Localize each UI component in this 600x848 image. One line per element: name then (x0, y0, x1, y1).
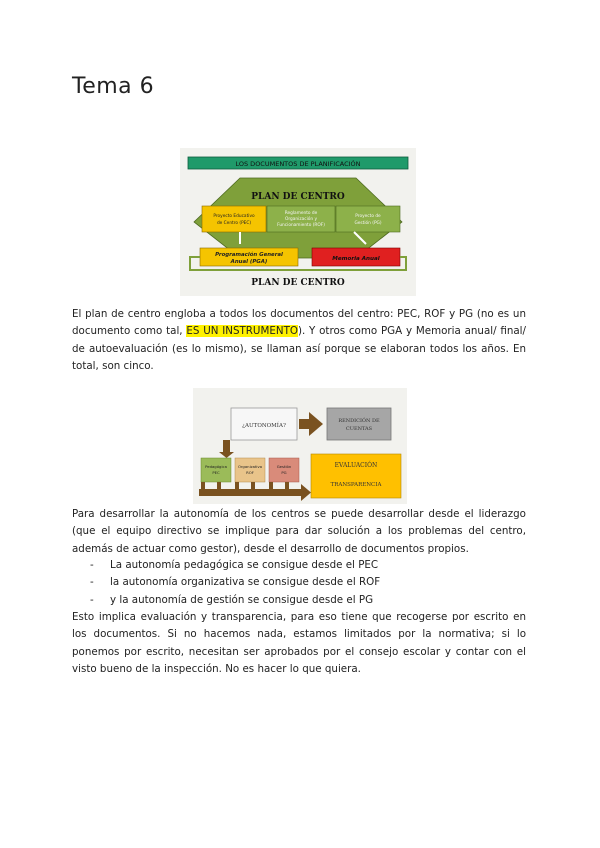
autonomy-bullet-list (72, 557, 526, 609)
arrow-down-icon (219, 452, 234, 458)
memoria-label: Memoria Anual (332, 256, 380, 262)
pg-box (336, 206, 400, 232)
svg-text:PEC: PEC (212, 470, 220, 475)
rendicion-box (327, 408, 391, 440)
svg-text:Organización y: Organización y (284, 217, 318, 222)
evaluacion-box (311, 454, 401, 498)
highlighted-phrase: ES UN INSTRUMENTO (186, 325, 298, 338)
svg-text:Proyecto Educativo: Proyecto Educativo (213, 214, 255, 219)
list-item: - la autonomía organizativa se consigue desde el ROF (90, 576, 381, 589)
autonomy-diagram (193, 388, 407, 504)
svg-text:Gestión: Gestión (276, 464, 292, 469)
svg-text:Anual (PGA): Anual (PGA) (230, 259, 268, 265)
planning-documents-diagram (180, 148, 416, 296)
autonomy-figure (193, 388, 407, 504)
paragraph-autonomia: Para desarrollar la autonomía de los centros se puede desarrollar desde el liderazgo (que el equipo directivo se implique para dar solución a los problemas del centro, además de actuar como gestor), desde el desarrollo de documentos propios. (72, 508, 526, 555)
diagram-header-text: LOS DOCUMENTOS DE PLANIFICACIÓN (235, 160, 361, 168)
evaluacion-label: EVALUACIÓN (334, 462, 378, 469)
planning-documents-figure (180, 148, 416, 296)
paragraph-plan-de-centro: El plan de centro engloba a todos los documentos del centro: PEC, ROF y PG (no es un documento como tal, ES UN INSTRUMENTO). Y otros como PGA y Memoria anual/ final/ de autoevaluación (es lo mismo), se llaman así porque se elaboran todos los años. En total, son cinco. (72, 308, 527, 372)
bottom-plan-label: PLAN DE CENTRO (251, 278, 345, 288)
svg-text:Gestión (PG): Gestión (PG) (354, 221, 382, 226)
autonomia-label: ¿AUTONOMÍA? (242, 423, 286, 429)
arrow-right-icon (309, 412, 323, 436)
svg-text:Programación General: Programación General (215, 252, 283, 258)
paragraph-evaluacion: Esto implica evaluación y transparencia, para eso tiene que recogerse por escrito en los documentos. Si no hacemos nada, estamos limitados por la normativa; si lo ponemos por escrito, necesitan ser aprobados por el consejo escolar y contar con el visto bueno de la inspección. No es hacer lo que quiera. (72, 611, 526, 675)
top-plan-label: PLAN DE CENTRO (251, 192, 345, 202)
svg-text:ROF: ROF (246, 470, 254, 475)
list-item: - y la autonomía de gestión se consigue desde el PG (90, 593, 374, 606)
svg-text:Reglamento de: Reglamento de (284, 211, 318, 216)
svg-text:Funcionamiento (ROF): Funcionamiento (ROF) (277, 223, 325, 228)
list-item: - La autonomía pedagógica se consigue desde el PEC (90, 559, 379, 571)
base-bar (199, 489, 303, 496)
svg-text:Organizativa: Organizativa (237, 464, 263, 469)
svg-text:PG: PG (281, 470, 287, 475)
svg-text:CUENTAS: CUENTAS (345, 426, 373, 432)
svg-text:RENDICIÓN DE: RENDICIÓN DE (338, 418, 380, 424)
transparencia-label: TRANSPARENCIA (330, 482, 382, 488)
svg-text:de Centro (PEC): de Centro (PEC) (216, 221, 252, 226)
page-title: Tema 6 (72, 74, 155, 99)
svg-text:Proyecto de: Proyecto de (355, 214, 381, 219)
svg-text:Pedagógica: Pedagógica (205, 464, 227, 469)
arrow-right-icon-2 (301, 484, 311, 501)
pec-box (202, 206, 266, 232)
